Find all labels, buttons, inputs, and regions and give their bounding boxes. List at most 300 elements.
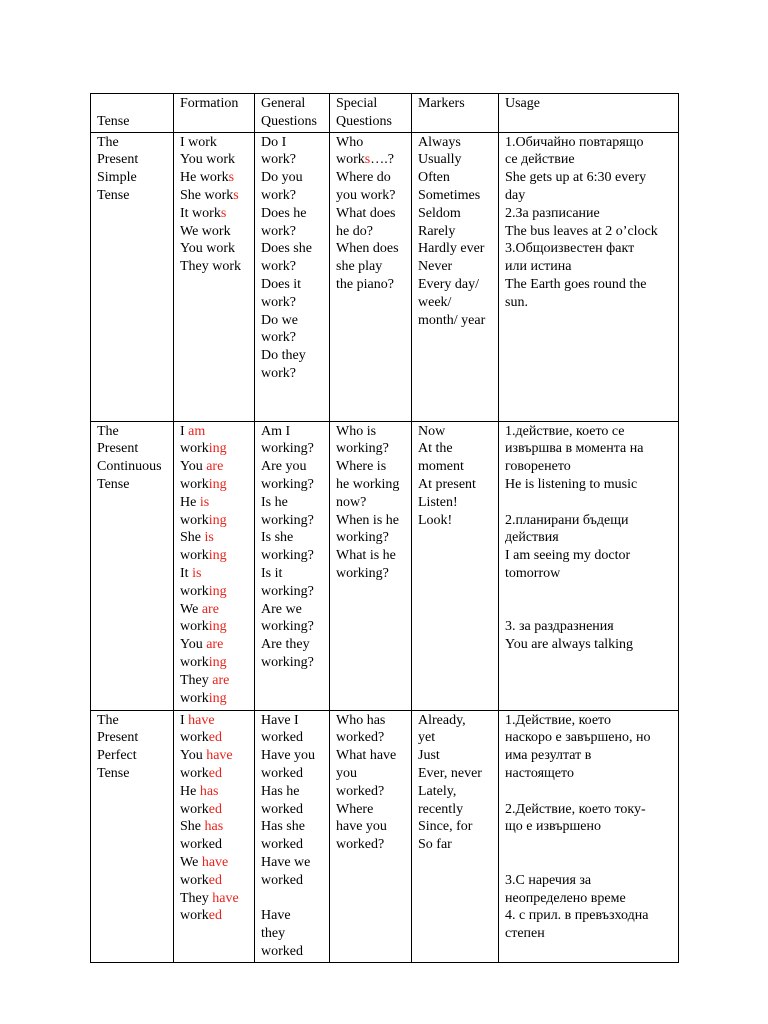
- cell-line: worked: [261, 765, 303, 781]
- cell-line: 1.Действие, което: [505, 712, 611, 728]
- cell-line: Special: [336, 96, 378, 111]
- cell-line: [180, 134, 249, 152]
- tense-cell: [91, 710, 174, 962]
- cell-line: Hardly ever: [418, 241, 485, 257]
- cell-line: [180, 529, 249, 547]
- cell-line: yet: [418, 730, 436, 746]
- cell-line: [180, 494, 249, 512]
- cell-line: work?: [261, 223, 296, 239]
- text-run: It: [180, 565, 193, 581]
- cell-line: [180, 747, 249, 765]
- text-run: I work: [180, 134, 217, 150]
- tense-cell: [91, 421, 174, 710]
- highlighted-ending: are: [206, 637, 224, 653]
- text-run: work: [180, 872, 209, 888]
- cell-line: Do they: [261, 348, 306, 364]
- header-tense: [91, 94, 174, 133]
- cell-line: 1.Обичайно повтарящо: [505, 134, 644, 150]
- cell-line: Present: [97, 441, 139, 457]
- cell-line: [180, 240, 249, 258]
- cell-line: Never: [418, 259, 453, 275]
- highlighted-ending: ed: [208, 908, 222, 924]
- cell-line: [336, 494, 406, 512]
- highlighted-ending: s: [220, 205, 227, 221]
- cell-line: Tense: [97, 476, 130, 492]
- cell-line: Present: [97, 730, 139, 746]
- cell-line: they: [261, 926, 286, 942]
- text-run: he do?: [336, 223, 373, 239]
- text-run: She: [180, 819, 205, 835]
- cell-line: worked: [261, 801, 303, 817]
- cell-line: [336, 765, 406, 783]
- cell-line: Already,: [418, 712, 466, 728]
- cell-line: work?: [261, 294, 296, 310]
- text-run: What have: [336, 748, 397, 764]
- cell-line: day: [505, 187, 526, 203]
- text-run: working?: [336, 530, 389, 546]
- cell-line: [97, 95, 168, 113]
- highlighted-ending: ing: [208, 512, 227, 528]
- cell-line: work?: [261, 365, 296, 381]
- cell-line: worked: [261, 872, 303, 888]
- cell-line: Does she: [261, 241, 312, 257]
- special-questions-cell: [330, 710, 412, 962]
- cell-line: Continuous: [97, 459, 162, 475]
- cell-line: 2.За разписание: [505, 205, 600, 221]
- header-special-questions: [330, 94, 412, 133]
- tense-cell: [91, 132, 174, 421]
- text-run: working?: [336, 441, 389, 457]
- cell-line: 3.Общоизвестен факт: [505, 241, 635, 257]
- text-run: work: [180, 548, 209, 564]
- grammar-table: [90, 93, 679, 963]
- cell-line: Has he: [261, 783, 300, 799]
- special-questions-cell: [330, 132, 412, 421]
- cell-line: [180, 547, 249, 565]
- cell-line: Always: [418, 134, 461, 150]
- cell-line: неопределено време: [505, 890, 626, 906]
- text-run: the piano?: [336, 276, 394, 292]
- text-run: He: [180, 494, 200, 510]
- cell-line: [336, 240, 406, 258]
- cell-line: [336, 151, 406, 169]
- text-run: They: [180, 672, 213, 688]
- cell-line: So far: [418, 837, 452, 853]
- cell-line: [180, 890, 249, 908]
- cell-line: General: [261, 96, 306, 111]
- highlighted-ending: ing: [208, 548, 227, 564]
- cell-line: At the: [418, 441, 453, 457]
- text-run: Who: [336, 134, 364, 150]
- cell-line: [180, 836, 249, 854]
- general-questions-cell: [255, 132, 330, 421]
- cell-line: Have we: [261, 854, 311, 870]
- cell-line: 4. с прил. в превъзходна: [505, 908, 649, 924]
- header-general-questions: [255, 94, 330, 133]
- text-run: You: [180, 748, 207, 764]
- text-run: worked: [180, 837, 222, 853]
- cell-line: [180, 565, 249, 583]
- text-run: She: [180, 530, 205, 546]
- cell-line: [336, 276, 406, 294]
- cell-line: [336, 529, 406, 547]
- cell-line: наскоро е завършено, но: [505, 730, 651, 746]
- usage-cell: [499, 421, 679, 710]
- cell-line: [336, 169, 406, 187]
- highlighted-ending: have: [188, 712, 215, 728]
- cell-line: [180, 476, 249, 494]
- text-run: What is he: [336, 548, 396, 564]
- text-run: she play: [336, 259, 383, 275]
- cell-line: Just: [418, 748, 440, 764]
- cell-line: [180, 712, 249, 730]
- cell-line: I am seeing my doctor: [505, 548, 631, 564]
- text-run: Where do: [336, 170, 391, 186]
- text-run: They: [180, 890, 213, 906]
- cell-line: Usage: [505, 96, 540, 111]
- text-run: he working: [336, 476, 400, 492]
- cell-line: [336, 458, 406, 476]
- cell-line: [180, 672, 249, 690]
- cell-line: [180, 223, 249, 241]
- cell-line: [180, 654, 249, 672]
- cell-line: [336, 512, 406, 530]
- highlighted-ending: ed: [208, 765, 222, 781]
- cell-line: Since, for: [418, 819, 473, 835]
- cell-line: [180, 636, 249, 654]
- cell-line: Ever, never: [418, 765, 482, 781]
- text-run: It work: [180, 205, 221, 221]
- highlighted-ending: am: [188, 423, 206, 439]
- cell-line: Tense: [97, 113, 130, 129]
- text-run: work: [180, 512, 209, 528]
- cell-line: настоящето: [505, 765, 574, 781]
- cell-line: [180, 907, 249, 925]
- highlighted-ending: ing: [208, 690, 227, 706]
- cell-line: worked: [261, 837, 303, 853]
- text-run: work: [180, 654, 209, 670]
- cell-line: Markers: [418, 96, 465, 111]
- cell-line: [180, 872, 249, 890]
- cell-line: [336, 187, 406, 205]
- text-run: They work: [180, 259, 242, 275]
- cell-line: [180, 601, 249, 619]
- cell-line: The: [97, 134, 119, 150]
- text-run: have you: [336, 819, 387, 835]
- cell-line: [180, 440, 249, 458]
- text-run: Who has: [336, 712, 386, 728]
- formation-cell: [174, 421, 255, 710]
- cell-line: 2.планирани бъдещи: [505, 512, 629, 528]
- cell-line: [180, 618, 249, 636]
- highlighted-ending: ed: [208, 730, 222, 746]
- cell-line: [336, 476, 406, 494]
- cell-line: Are they: [261, 637, 310, 653]
- table-row: [91, 132, 679, 421]
- cell-line: Tense: [97, 187, 130, 203]
- highlighted-ending: have: [201, 854, 229, 870]
- cell-line: Formation: [180, 96, 239, 111]
- cell-line: recently: [418, 801, 464, 817]
- text-run: Where: [336, 801, 374, 817]
- cell-line: week/: [418, 294, 452, 310]
- cell-line: [180, 205, 249, 223]
- text-run: Where is: [336, 459, 387, 475]
- cell-line: 3.С наречия за: [505, 872, 592, 888]
- cell-line: Are we: [261, 601, 302, 617]
- cell-line: [180, 151, 249, 169]
- text-run: You work: [180, 241, 235, 257]
- cell-line: He is listening to music: [505, 476, 638, 492]
- header-row: [91, 94, 679, 133]
- text-run: worked?: [336, 783, 385, 799]
- text-run: work: [180, 583, 209, 599]
- text-run: work: [180, 476, 209, 492]
- highlighted-ending: ed: [208, 872, 222, 888]
- cell-line: working?: [261, 476, 314, 492]
- cell-line: [336, 258, 406, 276]
- cell-line: или истина: [505, 259, 572, 275]
- cell-line: [336, 440, 406, 458]
- cell-line: [180, 818, 249, 836]
- highlighted-ending: s: [364, 152, 371, 168]
- text-run: work: [180, 441, 209, 457]
- text-run: work: [336, 152, 365, 168]
- cell-line: [505, 836, 673, 854]
- text-run: working?: [336, 565, 389, 581]
- cell-line: Is he: [261, 494, 288, 510]
- cell-line: Do we: [261, 312, 298, 328]
- text-run: You: [180, 637, 207, 653]
- cell-line: що е извършено: [505, 819, 602, 835]
- cell-line: Questions: [336, 113, 392, 129]
- general-questions-cell: [255, 710, 330, 962]
- highlighted-ending: have: [206, 748, 233, 764]
- cell-line: working?: [261, 654, 314, 670]
- cell-line: [180, 423, 249, 441]
- cell-line: извършва в момента на: [505, 441, 644, 457]
- cell-line: 1.действие, което се: [505, 423, 625, 439]
- text-run: work: [180, 690, 209, 706]
- cell-line: [180, 729, 249, 747]
- cell-line: [261, 890, 324, 908]
- cell-line: Questions: [261, 113, 317, 129]
- cell-line: [336, 547, 406, 565]
- cell-line: worked: [261, 943, 303, 959]
- cell-line: Have I: [261, 712, 299, 728]
- cell-line: working?: [261, 548, 314, 564]
- header-formation: [174, 94, 255, 133]
- text-run: You: [180, 459, 207, 475]
- text-run: We work: [180, 223, 231, 239]
- highlighted-ending: is: [192, 565, 202, 581]
- cell-line: [180, 583, 249, 601]
- cell-line: Present: [97, 152, 139, 168]
- cell-line: Look!: [418, 512, 453, 528]
- formation-cell: [174, 710, 255, 962]
- cell-line: [180, 854, 249, 872]
- highlighted-ending: ing: [208, 583, 227, 599]
- cell-line: Perfect: [97, 748, 137, 764]
- highlighted-ending: ing: [208, 619, 227, 635]
- text-run: now?: [336, 494, 367, 510]
- cell-line: [336, 712, 406, 730]
- formation-cell: [174, 132, 255, 421]
- text-run: He: [180, 783, 200, 799]
- cell-line: [336, 205, 406, 223]
- cell-line: [180, 169, 249, 187]
- highlighted-ending: are: [212, 672, 230, 688]
- cell-line: At present: [418, 476, 476, 492]
- text-run: When is he: [336, 512, 399, 528]
- text-run: I: [180, 423, 189, 439]
- cell-line: Is it: [261, 565, 283, 581]
- highlighted-ending: s: [228, 170, 235, 186]
- cell-line: степен: [505, 926, 545, 942]
- highlighted-ending: ing: [208, 441, 227, 457]
- cell-line: sun.: [505, 294, 528, 310]
- cell-line: moment: [418, 459, 464, 475]
- cell-line: Do I: [261, 134, 287, 150]
- cell-line: work?: [261, 187, 296, 203]
- cell-line: Have you: [261, 748, 316, 764]
- cell-line: [505, 583, 673, 601]
- cell-line: Every day/: [418, 276, 480, 292]
- cell-line: work?: [261, 330, 296, 346]
- cell-line: [180, 765, 249, 783]
- cell-line: Often: [418, 170, 450, 186]
- cell-line: Has she: [261, 819, 305, 835]
- special-questions-cell: [330, 421, 412, 710]
- text-run: We: [180, 601, 202, 617]
- table-row: [91, 710, 679, 962]
- cell-line: The bus leaves at 2 o’clock: [505, 223, 658, 239]
- cell-line: She gets up at 6:30 every: [505, 170, 647, 186]
- cell-line: [180, 187, 249, 205]
- text-run: work: [180, 730, 209, 746]
- cell-line: [336, 801, 406, 819]
- text-run: I: [180, 712, 189, 728]
- cell-line: The Earth goes round the: [505, 276, 647, 292]
- cell-line: Have: [261, 908, 291, 924]
- cell-line: Sometimes: [418, 187, 481, 203]
- cell-line: Rarely: [418, 223, 456, 239]
- text-run: worked?: [336, 837, 385, 853]
- text-run: work: [180, 908, 209, 924]
- text-run: you: [336, 765, 357, 781]
- text-run: We: [180, 854, 202, 870]
- cell-line: working?: [261, 441, 314, 457]
- cell-line: Lately,: [418, 783, 457, 799]
- cell-line: 2.Действие, което току-: [505, 801, 646, 817]
- cell-line: [180, 783, 249, 801]
- cell-line: work?: [261, 152, 296, 168]
- header-markers: [412, 94, 499, 133]
- highlighted-ending: have: [212, 890, 239, 906]
- cell-line: Am I: [261, 423, 291, 439]
- cell-line: [505, 783, 673, 801]
- text-run: ….?: [370, 152, 394, 168]
- usage-cell: [499, 132, 679, 421]
- cell-line: [180, 690, 249, 708]
- cell-line: tomorrow: [505, 565, 561, 581]
- text-run: you work?: [336, 187, 396, 203]
- text-run: What does: [336, 205, 396, 221]
- cell-line: [336, 747, 406, 765]
- cell-line: [336, 423, 406, 441]
- cell-line: Are you: [261, 459, 307, 475]
- usage-cell: [499, 710, 679, 962]
- cell-line: Do you: [261, 170, 303, 186]
- markers-cell: [412, 710, 499, 962]
- text-run: You work: [180, 152, 235, 168]
- cell-line: Simple: [97, 170, 137, 186]
- cell-line: 3. за раздразнения: [505, 619, 614, 635]
- cell-line: [180, 512, 249, 530]
- cell-line: [180, 258, 249, 276]
- text-run: work: [180, 619, 209, 635]
- cell-line: [336, 729, 406, 747]
- highlighted-ending: ed: [208, 801, 222, 817]
- cell-line: The: [97, 423, 119, 439]
- cell-line: Listen!: [418, 494, 458, 510]
- text-run: He work: [180, 170, 229, 186]
- cell-line: working?: [261, 619, 314, 635]
- highlighted-ending: are: [201, 601, 219, 617]
- highlighted-ending: is: [199, 494, 210, 510]
- text-run: When does: [336, 241, 399, 257]
- highlighted-ending: has: [199, 783, 219, 799]
- cell-line: [180, 458, 249, 476]
- text-run: She work: [180, 187, 234, 203]
- text-run: work: [180, 801, 209, 817]
- text-run: worked?: [336, 730, 385, 746]
- cell-line: [336, 818, 406, 836]
- cell-line: Seldom: [418, 205, 461, 221]
- markers-cell: [412, 421, 499, 710]
- general-questions-cell: [255, 421, 330, 710]
- table-row: [91, 421, 679, 710]
- cell-line: има резултат в: [505, 748, 592, 764]
- cell-line: The: [97, 712, 119, 728]
- cell-line: Does he: [261, 205, 307, 221]
- cell-line: worked: [261, 730, 303, 746]
- highlighted-ending: is: [204, 530, 214, 546]
- cell-line: Now: [418, 423, 446, 439]
- cell-line: [336, 836, 406, 854]
- cell-line: [505, 854, 673, 872]
- cell-line: се действие: [505, 152, 575, 168]
- cell-line: You are always talking: [505, 637, 634, 653]
- cell-line: говоренето: [505, 459, 571, 475]
- cell-line: [505, 494, 673, 512]
- text-run: Who is: [336, 423, 377, 439]
- header-usage: [499, 94, 679, 133]
- cell-line: Does it: [261, 276, 302, 292]
- cell-line: [336, 783, 406, 801]
- cell-line: Is she: [261, 530, 294, 546]
- markers-cell: [412, 132, 499, 421]
- highlighted-ending: has: [204, 819, 224, 835]
- cell-line: [180, 801, 249, 819]
- highlighted-ending: s: [233, 187, 239, 203]
- highlighted-ending: are: [206, 459, 224, 475]
- cell-line: [505, 601, 673, 619]
- text-run: work: [180, 765, 209, 781]
- cell-line: Tense: [97, 765, 130, 781]
- cell-line: working?: [261, 512, 314, 528]
- cell-line: working?: [261, 583, 314, 599]
